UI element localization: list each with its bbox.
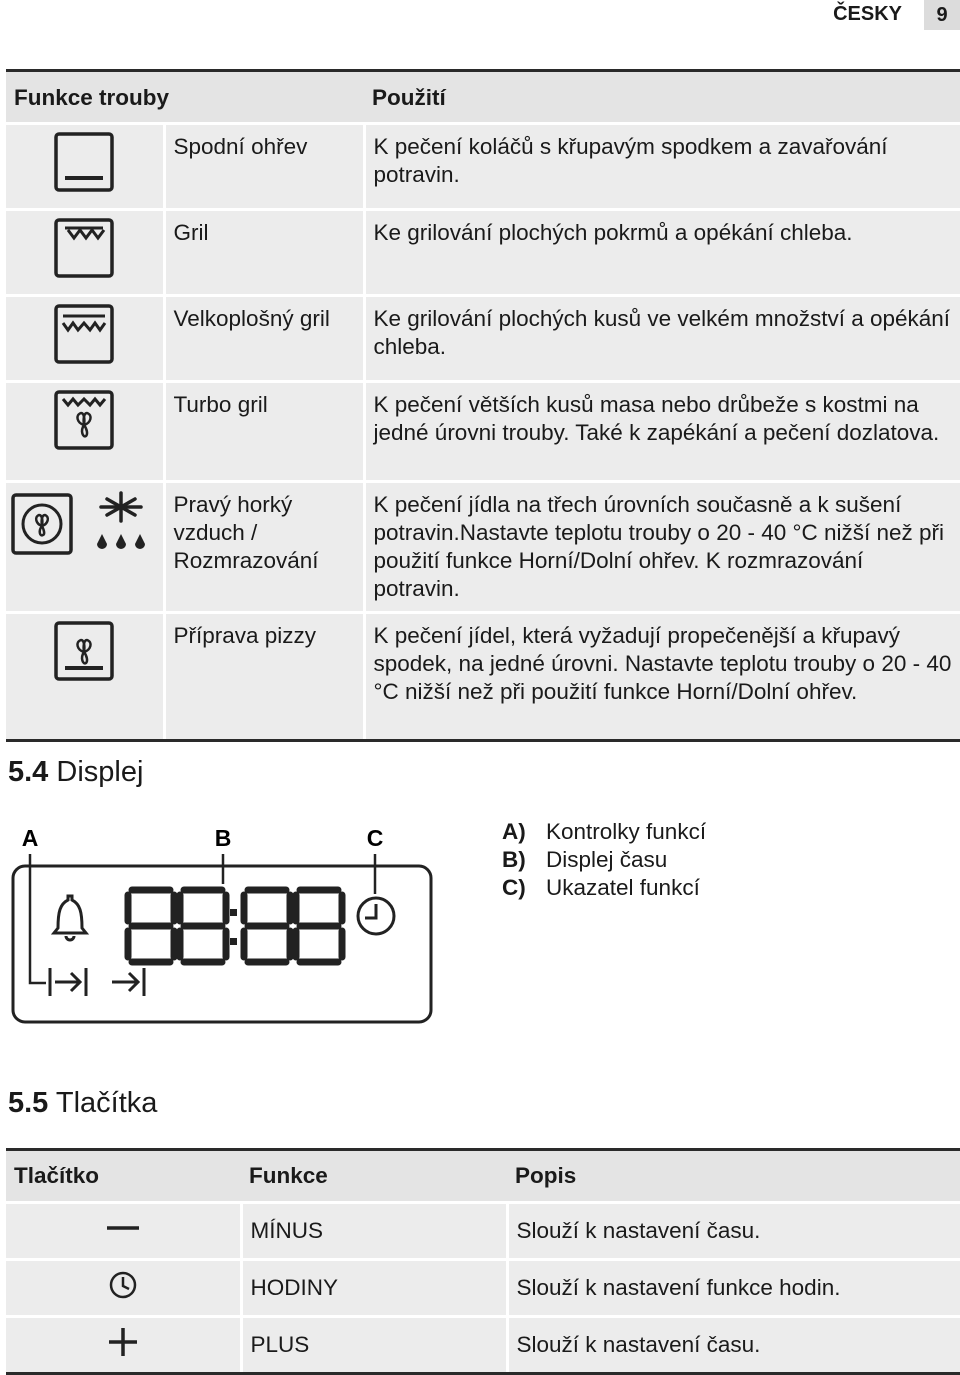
- table-header-row: [6, 71, 960, 124]
- table-row: [6, 124, 960, 210]
- turbo-grill-icon: [53, 389, 115, 451]
- function-icon-cell: [6, 613, 164, 741]
- table-row: [6, 613, 960, 741]
- button-description: Slouží k nastavení funkce hodin.: [507, 1260, 960, 1317]
- page-header: [0, 0, 960, 30]
- button-description: Slouží k nastavení času.: [507, 1203, 960, 1260]
- clock-icon: [358, 898, 394, 934]
- table-row: [6, 1260, 960, 1317]
- button-icon-cell: [6, 1260, 241, 1317]
- buttons-table: [6, 1148, 960, 1375]
- legend-text: Ukazatel funkcí: [546, 875, 700, 900]
- legend-key: C): [502, 875, 526, 900]
- pizza-icon: [53, 620, 115, 682]
- header-oven-function: Funkce trouby: [6, 71, 364, 124]
- duration-icon: [50, 968, 86, 996]
- function-usage: K pečení jídla na třech úrovních současně a k sušení potravin.Nastavte teplotu trouby o 20 - 40 °C nižší než při použití funkce Horní/Dolní ohřev. K rozmrazování potravin.: [364, 482, 960, 613]
- button-function: MÍNUS: [241, 1203, 507, 1260]
- button-icon-cell: [6, 1317, 241, 1374]
- button-icon-cell: [6, 1203, 241, 1260]
- legend-item: [502, 874, 706, 902]
- function-icon-cell: [6, 382, 164, 482]
- function-icon-cell: [6, 124, 164, 210]
- callout-a: A: [21, 825, 39, 851]
- colon-separator: [230, 909, 237, 945]
- bottom-heat-icon: [53, 131, 115, 193]
- table-row: [6, 1203, 960, 1260]
- legend-text: Displej času: [546, 847, 668, 872]
- section-heading-display: [8, 756, 143, 789]
- header-function: Funkce: [241, 1150, 507, 1203]
- button-function: PLUS: [241, 1317, 507, 1374]
- language-label: ČESKY: [833, 3, 902, 25]
- grill-icon: [53, 217, 115, 279]
- function-name: Turbo gril: [164, 382, 364, 482]
- table-row: [6, 382, 960, 482]
- header-usage: Použití: [364, 71, 960, 124]
- table-header-row: [6, 1150, 960, 1203]
- button-function: HODINY: [241, 1260, 507, 1317]
- function-name: Spodní ohřev: [164, 124, 364, 210]
- section-title: Tlačítka: [55, 1087, 158, 1119]
- page-number: 9: [924, 0, 960, 30]
- function-name: Velkoplošný gril: [164, 296, 364, 382]
- callout-c: C: [366, 825, 384, 851]
- header-button: Tlačítko: [6, 1150, 241, 1203]
- clock-icon: [108, 1270, 138, 1300]
- legend-key: B): [502, 847, 526, 872]
- button-description: Slouží k nastavení času.: [507, 1317, 960, 1374]
- callout-b: B: [214, 825, 232, 851]
- function-usage: Ke grilování plochých pokrmů a opékání chleba.: [364, 210, 960, 296]
- function-name: Pravý horký vzduch / Rozmrazování: [164, 482, 364, 613]
- minus-icon: [103, 1218, 143, 1238]
- function-icon-cell: [6, 482, 164, 613]
- function-name: Gril: [164, 210, 364, 296]
- table-row: [6, 210, 960, 296]
- function-usage: K pečení jídel, která vyžadují propečenější a křupavý spodek, na jedné úrovni. Nastavte teplotu trouby o 20 - 40 °C nižší než při použití funkce Horní/Dolní ohřev.: [364, 613, 960, 741]
- legend-item: [502, 818, 706, 846]
- header-description: Popis: [507, 1150, 960, 1203]
- section-title: Displej: [56, 756, 144, 788]
- legend-item: [502, 846, 706, 874]
- plus-icon: [106, 1325, 140, 1359]
- section-number: 5.4: [8, 756, 49, 788]
- function-usage: Ke grilování plochých kusů ve velkém množství a opékání chleba.: [364, 296, 960, 382]
- display-diagram: [10, 820, 450, 1030]
- legend-text: Kontrolky funkcí: [546, 819, 707, 844]
- table-row: [6, 482, 960, 613]
- section-number: 5.5: [8, 1087, 49, 1119]
- function-usage: K pečení koláčů s křupavým spodkem a zavařování potravin.: [364, 124, 960, 210]
- bell-icon: [54, 896, 86, 940]
- time-digits: [128, 890, 342, 962]
- function-usage: K pečení větších kusů masa nebo drůbeže s kostmi na jedné úrovni trouby. Také k zapékání a pečení dozlatova.: [364, 382, 960, 482]
- table-row: [6, 1317, 960, 1374]
- function-icon-cell: [6, 210, 164, 296]
- hot-air-defrost-icon: [9, 489, 159, 559]
- legend-key: A): [502, 819, 526, 844]
- function-icon-cell: [6, 296, 164, 382]
- end-time-icon: [112, 968, 144, 996]
- full-grill-icon: [53, 303, 115, 365]
- table-row: [6, 296, 960, 382]
- display-legend: [502, 818, 706, 902]
- oven-functions-table: [6, 69, 960, 742]
- section-heading-buttons: [8, 1087, 157, 1120]
- time-digits-value: 88:88: [10, 820, 13, 821]
- function-name: Příprava pizzy: [164, 613, 364, 741]
